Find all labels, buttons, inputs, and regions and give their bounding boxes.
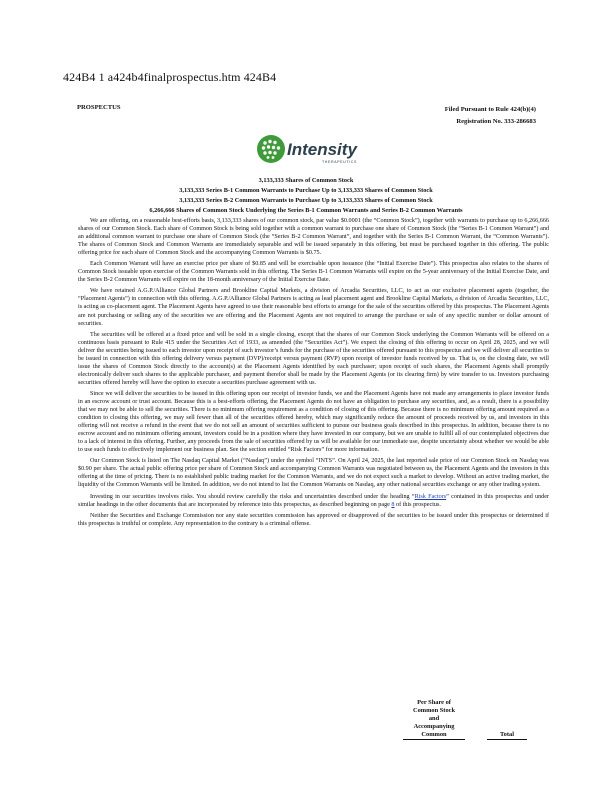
- intensity-logo-icon: [256, 132, 366, 172]
- table-header-total: [487, 731, 527, 740]
- header-line: Per Share of: [417, 699, 451, 706]
- filing-rule: Filed Pursuant to Rule 424(b)(4): [444, 106, 536, 113]
- offering-line: 3,133,333 Shares of Common Stock: [258, 177, 354, 184]
- paragraph: We have retained A.G.P./Alliance Global Partners and Brookline Capital Markets, a division of Arcadia Securities, LLC, to act as our exclusive placement agents (together, the “Placement Agents”) in connection with this offering. A.G.P./Alliance Global Partners is acting as lead placement agent and Brookline Capital Markets, a division of Arcadia Securities, LLC, is acting as co-placement agent. The Placement Agents have agreed to use their reasonable best efforts to arrange for the sale of the securities offered by this prospectus. The Placement Agents are not purchasing or selling any of the securities we are offering and the Placement Agents are not required to arrange the purchase or sale of any specific number or dollar amount of securities.: [78, 288, 549, 327]
- registration-number: Registration No. 333-286683: [456, 118, 536, 125]
- paragraph: Since we will deliver the securities to be issued in this offering upon our receipt of investor funds, we and the Placement Agents have not made any arrangements to place investor funds in an escrow account or trust account. Because this is a best-efforts offering, the Placement Agents do not have an obligation to purchase any securities, and, as a result, there is a possibility that we may not be able to sell the securities. There is no minimum offering requirement as a condition of closing of this offering. Because there is no minimum offering amount required as a condition to closing this offering, we may sell fewer than all of the securities offered hereby, which may significantly reduce the amount of proceeds received by us, and investors in this offering will not receive a refund in the event that we do not sell an amount of securities sufficient to pursue our business goals described in this prospectus. In addition, because there is no escrow account and no minimum offering amount, investors could be in a position where they have invested in our company, but we are unable to fulfill all of our contemplated objectives due to a lack of interest in this offering. Further, any proceeds from the sale of securities offered by us will be available for our immediate use, despite uncertainty about whether we would be able to use such funds to effectively implement our business plan. See the section entitled “Risk Factors” for more information.: [78, 390, 549, 454]
- company-logo: [256, 132, 366, 172]
- document-title: 424B4 1 a424b4finalprospectus.htm 424B4: [63, 70, 277, 84]
- text-fragment: of this prospectus.: [394, 501, 441, 508]
- prospectus-body: [78, 217, 549, 531]
- table-header-per-share: [403, 699, 465, 740]
- prospectus-label: PROSPECTUS: [77, 104, 121, 111]
- header-line: Accompanying: [413, 723, 455, 730]
- filing-info: [445, 104, 536, 128]
- paragraph: We are offering, on a reasonable best-efforts basis, 3,133,333 shares of our common stock, par value $0.0001 (the “Common Stock”), together with warrants to purchase up to 6,266,666 shares of our Common Stock. Each share of Common Stock is being sold together with a common warrant to purchase one share of Common Stock (the “Series B-1 Common Warrant”) and an additional common warrant to purchase one share of Common Stock (the “Series B-2 Common Warrant”, and together with the Series B-1 Common Warrant, the “Common Warrants”). The shares of Common Stock and Common Warrants are immediately separable and will be issued separately in this offering, but must be purchased together in this offering. The public offering price for each share of Common Stock and the accompanying Common Warrants is $0.75.: [78, 218, 549, 257]
- header-line: Common: [403, 731, 465, 740]
- header-line: and: [428, 715, 440, 722]
- offering-line: 3,133,333 Series B-1 Common Warrants to Purchase Up to 3,133,333 Shares of Common Stock: [179, 187, 433, 194]
- paragraph: Each Common Warrant will have an exercise price per share of $0.85 and will be exercisable upon issuance (the “Initial Exercise Date”). This prospectus also relates to the shares of Common Stock issuable upon exercise of the Common Warrants sold in this offering. The Series B-1 Common Warrants will expire on the 5-year anniversary of the Initial Exercise Date, and the Series B-2 Common Warrants will expire on the 18-month anniversary of the Initial Exercise Date.: [78, 261, 549, 284]
- offering-line: 3,133,333 Series B-2 Common Warrants to Purchase Up to 3,133,333 Shares of Common Stock: [179, 197, 433, 204]
- logo-wordmark: Intensity: [287, 140, 357, 159]
- text-fragment: Investing in our securities involves risks. You should review carefully the risks and uncertainties described under the heading “: [90, 493, 415, 500]
- header-line: Common Stock: [412, 707, 456, 714]
- logo-tagline: THERAPEUTICS: [322, 160, 357, 164]
- paragraph: The securities will be offered at a fixed price and will be sold in a single closing, except that the shares of our Common Stock underlying the Common Warrants will be offered on a continuous basis pursuant to Rule 415 under the Securities Act of 1933, as amended (the “Securities Act”). We expect the closing of this offering to occur on April 28, 2025, and we will deliver the securities being issued to each investor upon receipt of such investor’s funds for the purchase of the securities offered pursuant to this prospectus and we will deliver all securities to be issued in connection with this offering delivery versus payment (DVP)/receipt versus payment (RVP) upon receipt of investor funds received by us. That is, on the closing date, we will issue the shares of Common Stock directly to the account(s) at the Placement Agents identified by each purchaser; upon receipt of such shares, the Placement Agents shall promptly electronically deliver such shares to the applicable purchaser, and payment therefor shall be made by the Placement Agents (or its clearing firm) by wire transfer to us. Investors purchasing securities offered hereby will have the option to execute a securities purchase agreement with us.: [78, 331, 549, 386]
- page-link[interactable]: 8: [391, 501, 395, 508]
- paragraph: Neither the Securities and Exchange Commission nor any state securities commission has approved or disapproved of the securities to be issued under this prospectus or determined if this prospectus is truthful or complete. Any representation to the contrary is a criminal offense.: [78, 512, 549, 527]
- risk-paragraph: [78, 493, 549, 509]
- offering-line: 6,266,666 Shares of Common Stock Underlying the Series B-1 Common Warrants and Series B-2 Common Warrants: [149, 207, 463, 214]
- paragraph: Our Common Stock is listed on The Nasdaq Capital Market (“Nasdaq”) under the symbol “INTS”. On April 24, 2025, the last reported sale price of our Common Stock on Nasdaq was $0.90 per share. The actual public offering price per share of Common Stock and accompanying Common Warrants was negotiated between us, the Placement Agents and the investors in this offering at the time of pricing. There is no established public trading market for the Common Warrants, and we do not expect such a market to develop. Without an active trading market, the liquidity of the Common Warrants will be limited. In addition, we do not intend to list the Common Warrants on Nasdaq, any other national securities exchange or any other trading system.: [78, 458, 549, 489]
- text-fragment: ” contained in this prospectus and under similar headings in the other documents that are incorporated by reference into this prospectus, as described beginning on page: [78, 493, 549, 508]
- risk-factors-link[interactable]: Risk Factors: [414, 493, 447, 500]
- header-line: Total: [487, 731, 527, 740]
